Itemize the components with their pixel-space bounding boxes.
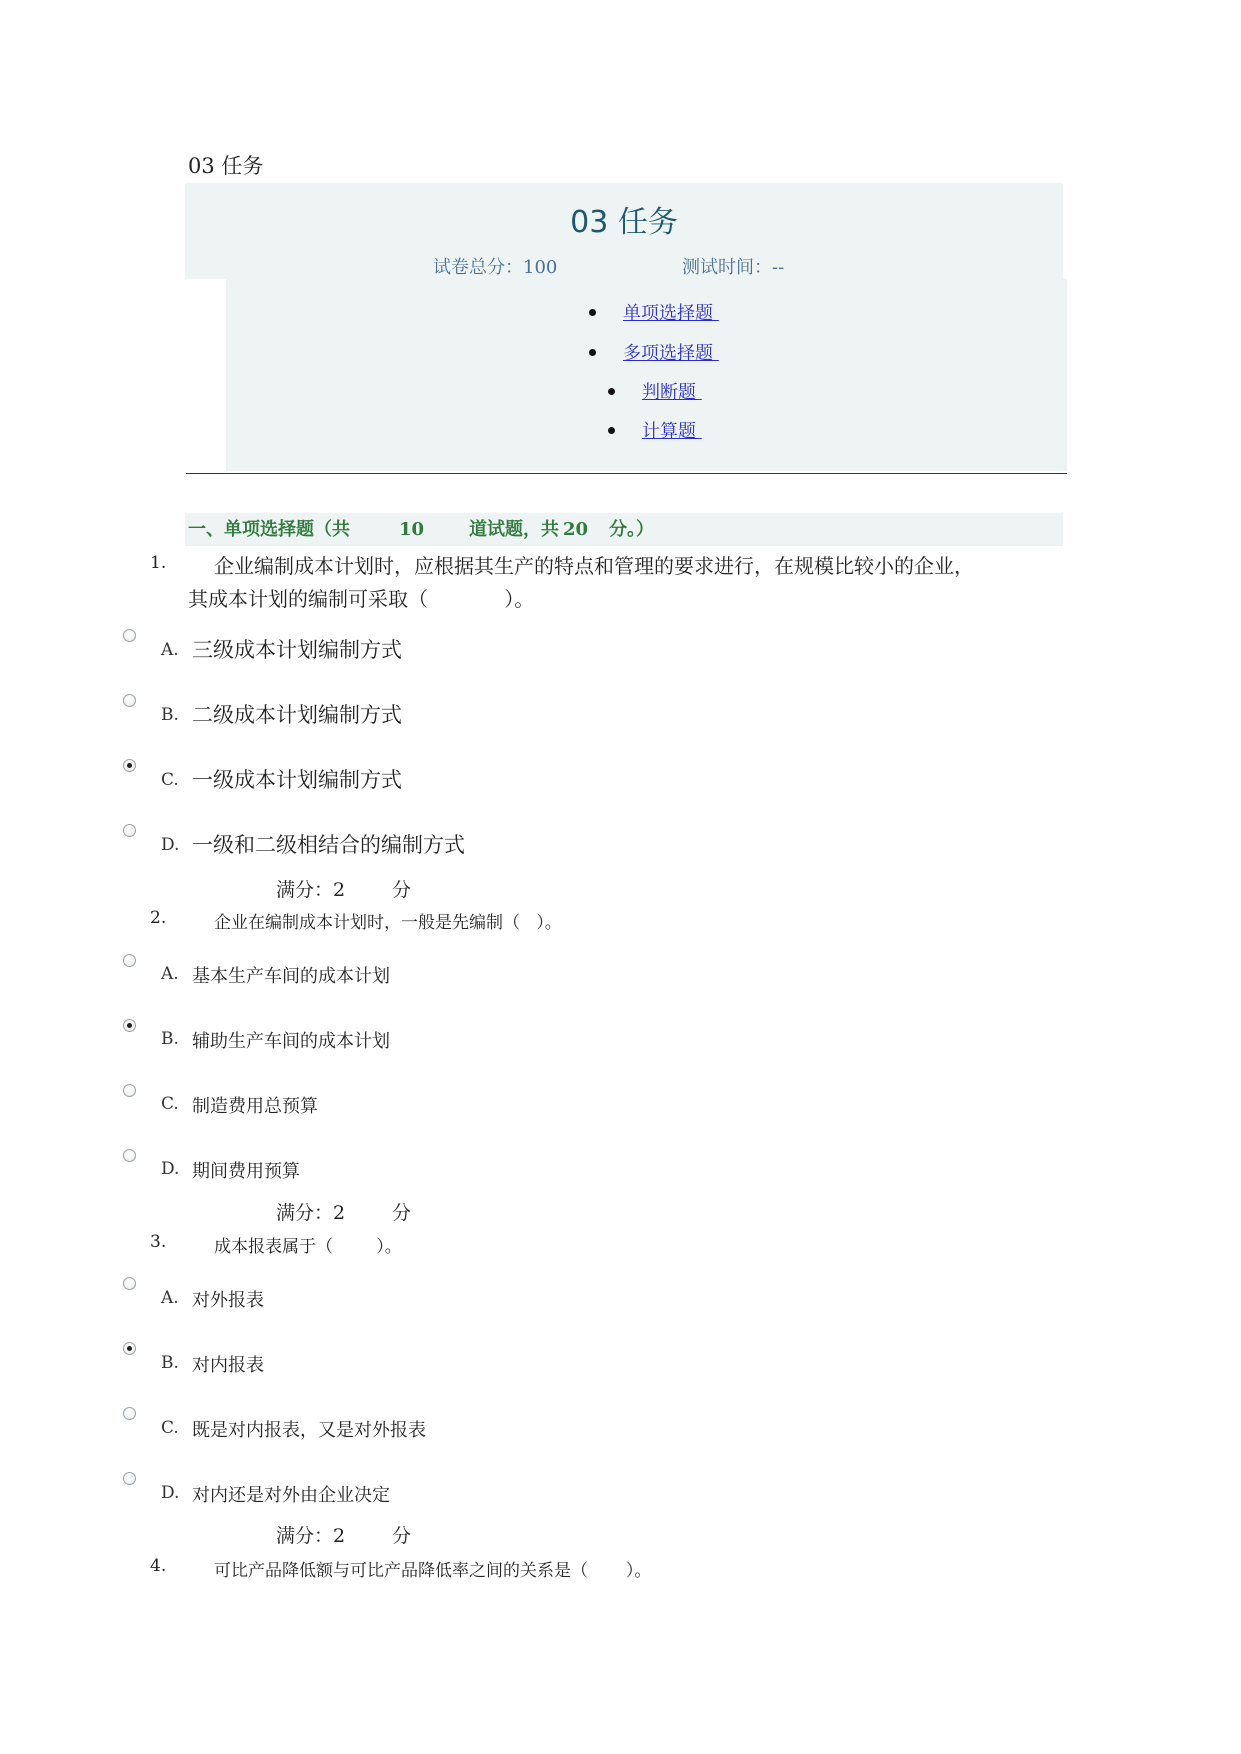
option-letter: A.	[161, 1288, 179, 1308]
option-letter: C.	[161, 1418, 179, 1438]
option-text: 对外报表	[192, 1290, 264, 1311]
option-letter: A.	[161, 640, 179, 660]
option-letter: D.	[161, 1483, 180, 1503]
document-label: 03 任务	[188, 154, 264, 178]
option-letter: D.	[161, 835, 180, 855]
radio-q1-a[interactable]	[123, 629, 136, 642]
bullet-icon	[608, 427, 615, 434]
question-number: 2.	[150, 908, 167, 928]
test-time: 测试时间：--	[682, 257, 785, 278]
radio-q2-c[interactable]	[123, 1084, 136, 1097]
section-nav	[226, 279, 1067, 471]
nav-link-calculation[interactable]: 计算题	[642, 421, 702, 442]
question-text: 成本报表属于（ ）。	[214, 1237, 402, 1257]
score-label: 满分：2	[276, 1202, 346, 1224]
radio-q1-d[interactable]	[123, 824, 136, 837]
option-text: 对内报表	[192, 1355, 264, 1376]
option-letter: B.	[161, 1353, 179, 1373]
option-text: 一级成本计划编制方式	[192, 768, 402, 792]
question-text: 可比产品降低额与可比产品降低率之间的关系是（ ）。	[214, 1561, 652, 1581]
score-label: 满分：2	[276, 879, 346, 901]
section-heading-prefix: 一、单项选择题（共	[188, 519, 350, 540]
question-text: 企业编制成本计划时，应根据其生产的特点和管理的要求进行，在规模比较小的企业，	[214, 554, 974, 578]
option-text: 既是对内报表，又是对外报表	[192, 1420, 426, 1441]
radio-q2-b[interactable]	[123, 1019, 136, 1032]
option-text: 期间费用预算	[192, 1161, 300, 1182]
option-text: 对内还是对外由企业决定	[192, 1485, 390, 1506]
option-text: 辅助生产车间的成本计划	[192, 1031, 390, 1052]
score-info	[276, 1521, 416, 1545]
exam-title: 03 任务	[570, 205, 678, 240]
score-info	[276, 1198, 416, 1222]
option-text: 二级成本计划编制方式	[192, 703, 402, 727]
question-number: 1.	[150, 553, 167, 573]
radio-q1-b[interactable]	[123, 694, 136, 707]
score-unit: 分	[392, 1525, 412, 1547]
bullet-icon	[589, 309, 596, 316]
total-score: 试卷总分：100	[433, 257, 558, 278]
bullet-icon	[589, 349, 596, 356]
header-divider	[186, 473, 1067, 474]
option-text: 制造费用总预算	[192, 1096, 318, 1117]
option-letter: A.	[161, 964, 179, 984]
option-letter: C.	[161, 770, 179, 790]
radio-q3-a[interactable]	[123, 1277, 136, 1290]
radio-q3-c[interactable]	[123, 1407, 136, 1420]
score-info	[276, 875, 416, 899]
question-text: 企业在编制成本计划时，一般是先编制（ ）。	[214, 913, 562, 933]
nav-link-true-false[interactable]: 判断题	[642, 382, 702, 403]
score-unit: 分	[392, 879, 412, 901]
nav-link-multiple-choice[interactable]: 多项选择题	[623, 343, 719, 364]
radio-q3-d[interactable]	[123, 1472, 136, 1485]
score-unit: 分	[392, 1202, 412, 1224]
section-question-count: 10	[399, 519, 425, 540]
option-text: 基本生产车间的成本计划	[192, 966, 390, 987]
option-letter: B.	[161, 1029, 179, 1049]
exam-header	[185, 183, 1063, 279]
option-text: 一级和二级相结合的编制方式	[192, 833, 465, 857]
section-points: 20	[563, 519, 589, 540]
bullet-icon	[608, 388, 615, 395]
question-text-continued: 其成本计划的编制可采取（ ）。	[188, 587, 535, 611]
radio-q2-a[interactable]	[123, 954, 136, 967]
score-label: 满分：2	[276, 1525, 346, 1547]
option-letter: B.	[161, 705, 179, 725]
question-number: 4.	[150, 1556, 167, 1576]
radio-q1-c[interactable]	[123, 759, 136, 772]
option-text: 三级成本计划编制方式	[192, 638, 402, 662]
option-letter: D.	[161, 1159, 180, 1179]
nav-link-single-choice[interactable]: 单项选择题	[623, 303, 719, 324]
radio-q3-b[interactable]	[123, 1342, 136, 1355]
option-letter: C.	[161, 1094, 179, 1114]
section-heading-suffix: 分。）	[609, 519, 654, 540]
section-heading-middle: 道试题，共	[469, 519, 559, 540]
question-number: 3.	[150, 1232, 167, 1252]
section-heading	[185, 513, 1063, 546]
radio-q2-d[interactable]	[123, 1149, 136, 1162]
